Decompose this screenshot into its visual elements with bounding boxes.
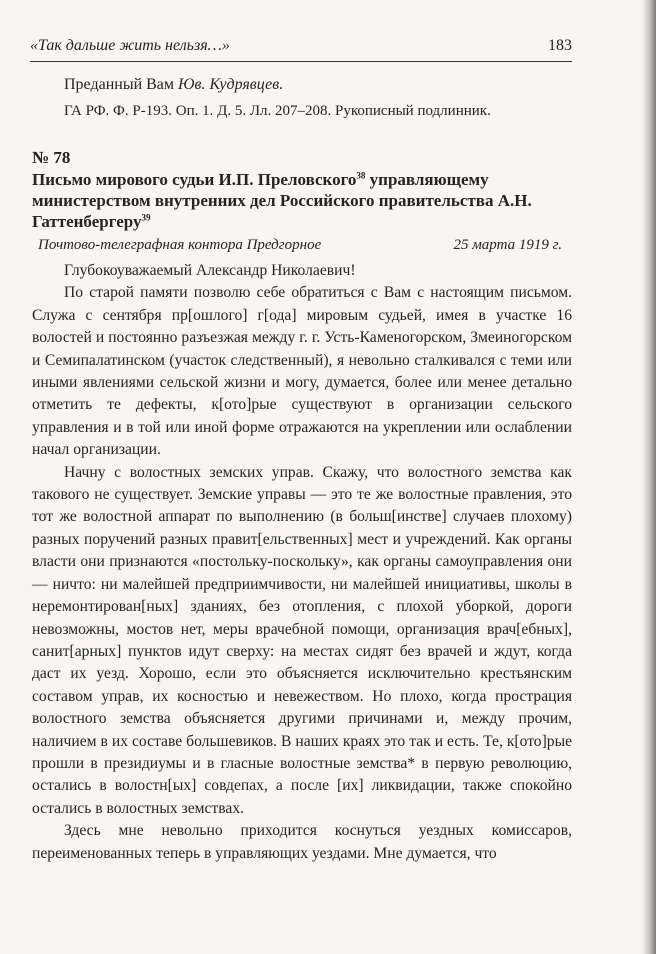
footnote-39-ref: 39 — [141, 212, 151, 223]
document-date: 25 марта 1919 г. — [453, 237, 562, 253]
signature-name: Юв. Кудрявцев. — [178, 76, 284, 93]
page-content — [32, 62, 572, 865]
document-number: № 78 — [32, 148, 71, 167]
running-header — [30, 37, 572, 62]
document-meta — [32, 234, 572, 256]
salutation: Глубокоуважаемый Александр Николаевич! — [64, 262, 356, 279]
paragraph-2-part-b: в первую революцию, остались в волостн[ых] совдепах, а после [их] ликвидации, также спокойно остались в волостных земствах. — [32, 754, 572, 817]
document-title — [32, 169, 572, 232]
signature-prefix: Преданный Вам — [64, 76, 179, 93]
archive-reference: ГА РФ. Ф. Р-193. Оп. 1. Д. 5. Лл. 207–208. Рукописный подлинник. — [64, 103, 491, 119]
asterisk-footnote-ref: * — [407, 754, 416, 772]
previous-document-signature — [64, 74, 572, 95]
paragraph-3: Здесь мне невольно приходится коснуться уездных комиссаров, переименованных теперь в управляющих уездами. Мне думается, что — [32, 822, 572, 862]
document-place: Почтово-телеграфная контора Предгорное — [38, 237, 322, 253]
document-title-part2: управляющему министерством внутренних дел Российского правительства А.Н. Гаттенбергеру — [32, 170, 532, 231]
letter-body — [32, 260, 572, 865]
paragraph-1: По старой памяти позволю себе обратиться с Вам с настоящим письмом. Служа с сентября пр[ошлого] г[ода] мировым судьей, имея в участке 16 волостей и постоянно разъезжая между г. г. Усть-Каменогорском, Змеиногорском и Семипалатинском (участок следственный), я невольно сталкивался с теми или иными явлениями сельской жизни и могу, думается, более или менее детально отметить те дефекты, к[ото]рые существуют в организации сельского управления и в той или иной форме отражаются на укреплении или ослаблении начал организации. — [32, 284, 572, 459]
page-number: 183 — [548, 37, 572, 54]
document-title-part1: Письмо мирового судьи И.П. Преловского — [32, 170, 357, 189]
page-edge-shadow — [642, 0, 656, 954]
running-title: «Так дальше жить нельзя…» — [30, 37, 230, 54]
paragraph-2-part-a: Начну с волостных земских управ. Скажу, что волостного земства как такового не существует. Земские управы — это те же волостные правления, это тот же волостной аппарат по выполнению (в больш[инстве] случаев плохому) разных поручений разных правит[ельственных] мест и учреждений. Как органы власти они признаются «постольку-поскольку», как органы самоуправления они — ничто: ни малейшей предприимчивости, ни малейшей инициативы, школы в неремонтирован[ных] зданиях, без отопления, с плохой уборкой, дороги невозможны, мостов нет, меры врачебной помощи, организация врач[ебных], санит[арных] пунктов идут сверху: на местах сидят без врачей и ждут, когда даст их уезд. Хорошо, если это объясняется исключительно крестьянским составом управ, их косностью и невежеством. Но плохо, когда прострация волостного земства объясняется другими причинами и, между прочим, наличием в их составе большевиков. В наших краях это так и есть. Те, к[ото]рые прошли в президиумы и в гласные волостные земства — [32, 463, 572, 772]
paragraph-2 — [32, 462, 572, 821]
footnote-38-ref: 38 — [356, 170, 366, 181]
